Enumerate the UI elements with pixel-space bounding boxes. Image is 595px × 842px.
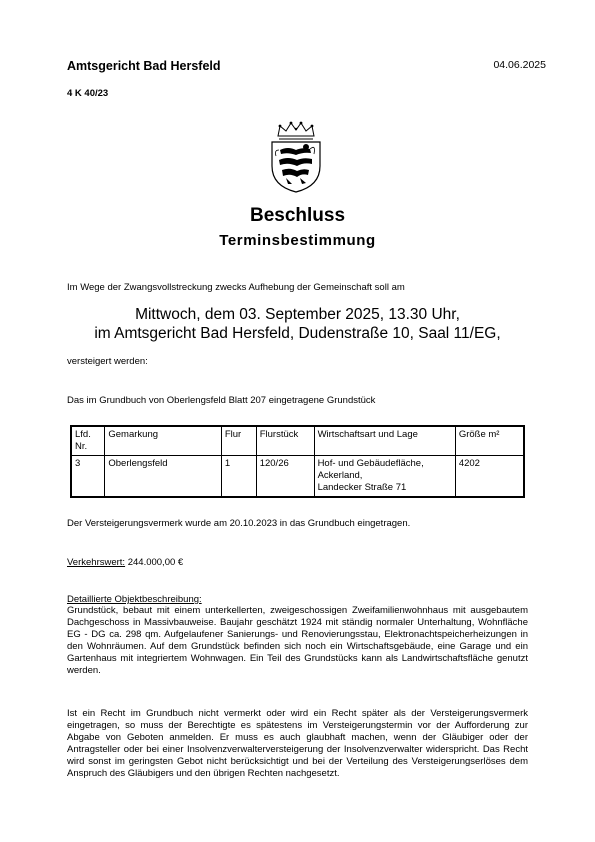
appointment-date: Mittwoch, dem 03. September 2025, 13.30 Uhr, [135,306,460,323]
header-lfd: Lfd. Nr. [71,426,105,456]
verkehrswert-value: 244.000,00 € [125,557,184,568]
header-gemarkung: Gemarkung [105,426,221,456]
header-groesse: Größe m² [455,426,524,456]
case-number: 4 K 40/23 [67,88,109,99]
cell-gemarkung: Oberlengsfeld [105,456,221,498]
verkehrswert [67,557,183,569]
verkehrswert-label: Verkehrswert: [67,557,126,568]
vermerk-text: Der Versteigerungsvermerk wurde am 20.10.2023 in das Grundbuch eingetragen. [67,518,411,529]
intro-text: Im Wege der Zwangsvollstreckung zwecks Aufhebung der Gemeinschaft soll am [67,282,405,293]
wirtschaftsart-line-1: Hof- und Gebäudefläche, [317,458,424,469]
header-flur: Flur [221,426,256,456]
property-table [70,425,525,498]
header-flurstueck: Flurstück [256,426,314,456]
header-wirtschaftsart: Wirtschaftsart und Lage [314,426,455,456]
description-heading: Detaillierte Objektbeschreibung: [67,594,202,605]
cell-flur: 1 [221,456,256,498]
wirtschaftsart-line-3: Landecker Straße 71 [317,482,407,493]
cell-wirtschaftsart [314,456,455,498]
table-row [71,456,524,498]
land-register-text: Das im Grundbuch von Oberlengsfeld Blatt 207 eingetragene Grundstück [67,395,376,406]
table-header-row [71,426,524,456]
rights-notice: Ist ein Recht im Grundbuch nicht vermerkt oder wird ein Recht später als der Versteigerungsvermerk eingetragen, so muss der Berechtigte es spätestens im Versteigerungstermin vor der Aufforderung zur Abgabe von Geboten anmelden. Er muss es auch glaubhaft machen, wenn der Gläubiger oder der Antragsteller oder bei einer Insolvenzverwalterversteigerung der Insolvenzverwalter widerspricht. Das Recht wird sonst im geringsten Gebot nicht berücksichtigt und bei der Verteilung des Versteigerungserlöses dem Anspruch des Gläubigers und den übrigen Rechten nachgesetzt. [67,708,528,779]
auction-text: versteigert werden: [67,356,148,367]
page-subtitle: Terminsbestimmung [219,232,376,249]
appointment-location: im Amtsgericht Bad Hersfeld, Dudenstraße 10, Saal 11/EG, [94,325,501,342]
court-name: Amtsgericht Bad Hersfeld [67,59,221,73]
document-date: 04.06.2025 [493,59,546,71]
cell-groesse: 4202 [455,456,524,498]
wirtschaftsart-line-2: Ackerland, [317,470,363,481]
page-title: Beschluss [249,205,346,226]
cell-flurstueck: 120/26 [256,456,314,498]
cell-lfd: 3 [71,456,105,498]
hessen-coat-of-arms-icon [266,120,326,194]
description-text: Grundstück, bebaut mit einem unterkellerten, zweigeschossigen Zweifamilienwohnhaus mit ausgebautem Dachgeschoss in Massivbauweise. Baujahr geschätzt 1924 mit ständig normaler Unterhaltung, Wohnfläche EG - DG ca. 298 qm. Aufgelaufener Sanierungs- und Renovierungsstau, Elektronachtspeicherheizungen in den Wohnräumen. Auf dem Grundstück befinden sich noch ein Wirtschaftsgebäude, eine Garage und ein Gartenhaus mit integriertem Wohnwagen. Ein Teil des Grundstücks kann als Landwirtschaftsfläche genutzt werden. [67,605,528,676]
